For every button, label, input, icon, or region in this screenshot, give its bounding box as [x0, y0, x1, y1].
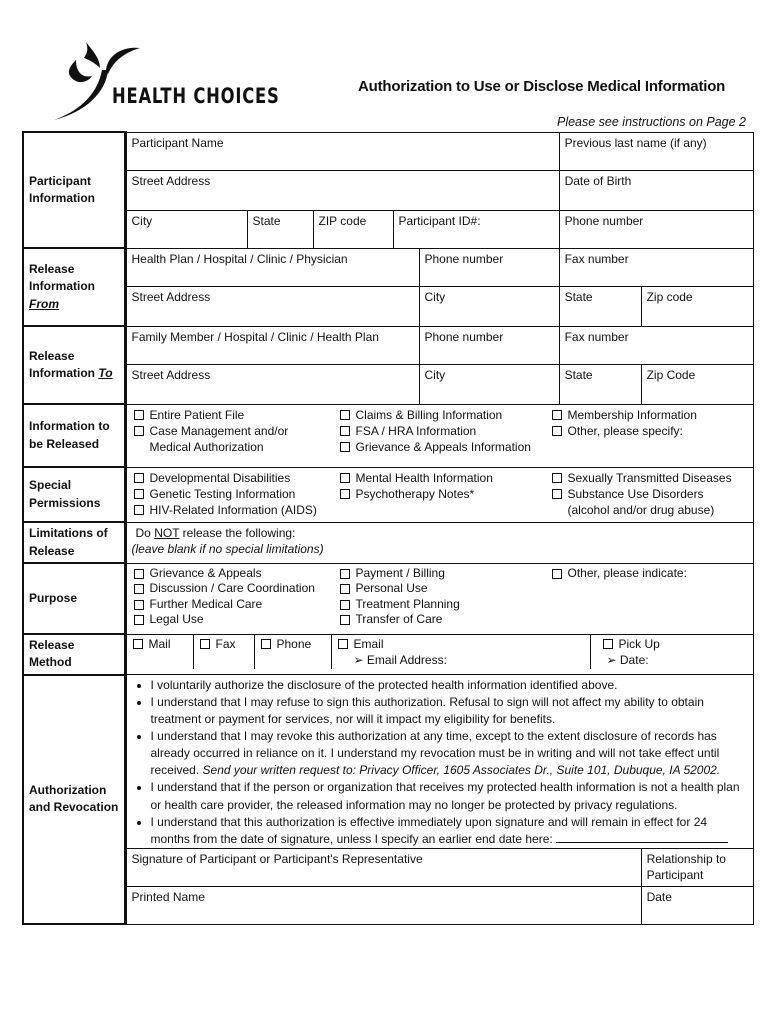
checkbox-icon [340, 410, 350, 420]
auth-bullet-2: • I understand that I may refuse to sign this authorization. Refusal to sign will not affect my ability to obtain treatment or payment for services, nor will it impact my eligibility for benefits. [151, 694, 747, 728]
checkbox-claims-billing[interactable]: Claims & Billing Information [338, 407, 550, 423]
checkbox-phone[interactable]: Phone [255, 635, 332, 669]
checkbox-personal[interactable]: Personal Use [338, 581, 550, 597]
printed-name-field[interactable]: Printed Name [125, 886, 641, 924]
checkbox-grievance-appeals-info[interactable]: Grievance & Appeals Information [338, 439, 550, 455]
checkbox-icon [134, 615, 144, 625]
checkbox-icon [552, 473, 562, 483]
checkbox-icon [134, 569, 144, 579]
checkbox-substance-use[interactable]: Substance Use Disorders [550, 486, 748, 502]
relationship-field[interactable]: Relationship to Participant [641, 848, 753, 886]
from-phone-field[interactable]: Phone number [419, 248, 559, 286]
end-date-field[interactable] [556, 842, 728, 843]
checkbox-icon [340, 426, 350, 436]
checkbox-psychotherapy[interactable]: Psychotherapy Notes* [338, 486, 550, 502]
pickup-date-field[interactable]: ➢ Date: [606, 652, 649, 667]
leaf-swoosh-icon [48, 40, 288, 124]
checkbox-icon [340, 442, 350, 452]
checkbox-hiv[interactable]: HIV-Related Information (AIDS) [132, 502, 338, 518]
to-street-field[interactable]: Street Address [125, 364, 419, 404]
to-zip-field[interactable]: Zip Code [641, 364, 753, 404]
email-address-field[interactable]: ➢ Email Address: [353, 652, 447, 667]
authorization-form [22, 131, 754, 925]
checkbox-icon [338, 639, 348, 649]
section-release-to: Release Information To [23, 326, 125, 404]
checkbox-icon [134, 410, 144, 420]
pickup-option [591, 635, 664, 669]
participant-name-field[interactable]: Participant Name [125, 132, 559, 170]
purpose-options [125, 563, 753, 634]
from-provider-field[interactable]: Health Plan / Hospital / Clinic / Physician [125, 248, 419, 286]
checkbox-icon [340, 489, 350, 499]
checkbox-icon [134, 600, 144, 610]
from-zip-field[interactable]: Zip code [641, 286, 753, 326]
from-state-field[interactable]: State [559, 286, 641, 326]
checkbox-legal[interactable]: Legal Use [132, 612, 338, 628]
email-option [332, 635, 591, 669]
checkbox-further-care[interactable]: Further Medical Care [132, 597, 338, 613]
checkbox-icon [552, 410, 562, 420]
to-phone-field[interactable]: Phone number [419, 326, 559, 364]
checkbox-fsa-hra[interactable]: FSA / HRA Information [338, 423, 550, 439]
section-special-permissions: Special Permissions [23, 467, 125, 522]
participant-street-field[interactable]: Street Address [125, 170, 559, 210]
checkbox-icon [552, 426, 562, 436]
checkbox-entire-file[interactable]: Entire Patient File [132, 407, 338, 423]
checkbox-case-management[interactable]: Case Management and/or [132, 423, 338, 439]
special-options [125, 467, 753, 522]
dob-field[interactable]: Date of Birth [559, 170, 753, 210]
checkbox-icon [200, 639, 210, 649]
checkbox-std[interactable]: Sexually Transmitted Diseases [550, 470, 748, 486]
info-released-options [125, 404, 753, 467]
participant-id-field[interactable]: Participant ID#: [393, 210, 559, 248]
checkbox-mental-health[interactable]: Mental Health Information [338, 470, 550, 486]
checkbox-icon [134, 473, 144, 483]
case-management-cont: Medical Authorization [149, 439, 264, 454]
checkbox-other-indicate[interactable]: Other, please indicate: [550, 566, 740, 582]
section-release-from: Release Information From [23, 248, 125, 326]
checkbox-icon [134, 426, 144, 436]
auth-bullet-3: • I understand that I may revoke this authorization at any time, except to the extent disclosure of records has already occurred in reliance on it. I understand my revocation must be in writing and will not take effect until received. Send your written request to: Privacy Officer, 1605 Associates Dr., Suite 101, Dubuque, IA 52002. [151, 728, 747, 779]
limitations-hint: (leave blank if no special limitations) [131, 541, 324, 556]
from-city-field[interactable]: City [419, 286, 559, 326]
participant-state-field[interactable]: State [247, 210, 313, 248]
page-title: Authorization to Use or Disclose Medical Information [358, 78, 726, 95]
section-info-released: Information to be Released [23, 404, 125, 467]
checkbox-grievance[interactable]: Grievance & Appeals [132, 566, 338, 582]
section-participant: Participant Information [23, 132, 125, 248]
checkbox-icon [340, 600, 350, 610]
checkbox-discussion[interactable]: Discussion / Care Coordination [132, 581, 338, 597]
date-field[interactable]: Date [641, 886, 753, 924]
checkbox-other-specify[interactable]: Other, please specify: [550, 423, 740, 439]
section-authorization: Authorization and Revocation [23, 675, 125, 924]
section-limitations: Limitations of Release [23, 522, 125, 563]
checkbox-icon [340, 569, 350, 579]
to-provider-field[interactable]: Family Member / Hospital / Clinic / Health Plan [125, 326, 419, 364]
limitations-text: Do NOT release the following: [135, 525, 296, 540]
to-city-field[interactable]: City [419, 364, 559, 404]
limitations-field[interactable] [125, 522, 753, 563]
checkbox-transfer[interactable]: Transfer of Care [338, 612, 550, 628]
participant-zip-field[interactable]: ZIP code [313, 210, 393, 248]
participant-phone-field[interactable]: Phone number [559, 210, 753, 248]
checkbox-icon [134, 584, 144, 594]
brand-name: HEALTH CHOICES [112, 84, 280, 108]
checkbox-icon [340, 473, 350, 483]
checkbox-email[interactable]: Email [336, 636, 586, 652]
arrow-right-icon: ➢ [353, 652, 367, 667]
checkbox-icon [603, 639, 613, 649]
checkbox-genetic[interactable]: Genetic Testing Information [132, 486, 338, 502]
checkbox-icon [261, 639, 271, 649]
checkbox-icon [133, 639, 143, 649]
arrow-right-icon: ➢ [606, 652, 620, 667]
auth-bullet-5: • I understand that this authorization is effective immediately upon signature and will remain in effect for 24 months from the date of signature, unless I specify an earlier end date here: [151, 814, 747, 848]
authorization-text [125, 675, 753, 848]
checkbox-developmental[interactable]: Developmental Disabilities [132, 470, 338, 486]
checkbox-mail[interactable]: Mail [127, 635, 194, 669]
checkbox-icon [552, 489, 562, 499]
to-fax-field[interactable]: Fax number [559, 326, 753, 364]
instructions-note: Please see instructions on Page 2 [556, 115, 746, 129]
checkbox-pickup[interactable]: Pick Up [601, 636, 660, 652]
previous-name-field[interactable]: Previous last name (if any) [559, 132, 753, 170]
signature-field[interactable]: Signature of Participant or Participant's Representative [125, 848, 641, 886]
section-purpose: Purpose [23, 563, 125, 634]
to-state-field[interactable]: State [559, 364, 641, 404]
checkbox-icon [340, 584, 350, 594]
checkbox-icon [134, 505, 144, 515]
checkbox-icon [134, 489, 144, 499]
substance-use-cont: (alcohol and/or drug abuse) [567, 502, 715, 517]
auth-bullet-1: • I voluntarily authorize the disclosure of the protected health information identified above. [151, 677, 747, 694]
checkbox-treatment[interactable]: Treatment Planning [338, 597, 550, 613]
checkbox-payment[interactable]: Payment / Billing [338, 566, 550, 582]
participant-city-field[interactable]: City [125, 210, 247, 248]
checkbox-icon [340, 615, 350, 625]
auth-bullet-4: • I understand that if the person or organization that receives my protected health information is not a health plan or health care provider, the released information may no longer be protected by privacy regulations. [151, 779, 747, 813]
from-fax-field[interactable]: Fax number [559, 248, 753, 286]
section-release-method: Release Method [23, 634, 125, 675]
release-method-options [125, 634, 753, 675]
checkbox-fax[interactable]: Fax [194, 635, 255, 669]
from-street-field[interactable]: Street Address [125, 286, 419, 326]
checkbox-icon [552, 569, 562, 579]
checkbox-membership[interactable]: Membership Information [550, 407, 740, 423]
